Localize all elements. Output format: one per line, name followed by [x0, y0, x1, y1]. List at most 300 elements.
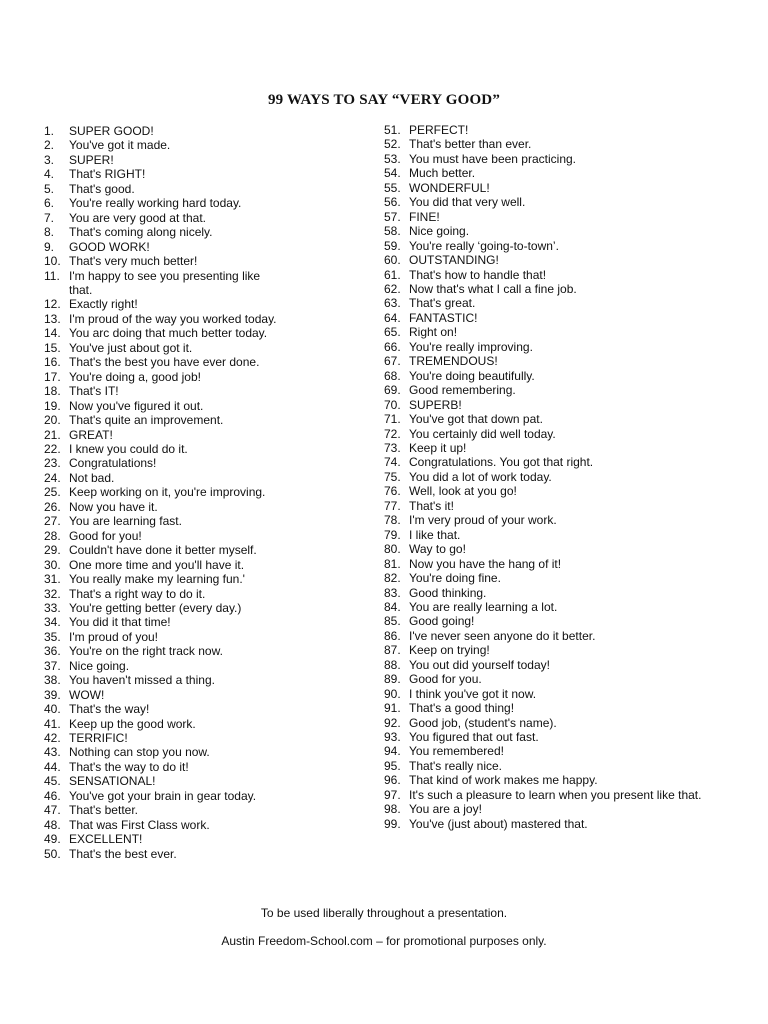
- item-text: You're doing beautifully.: [409, 368, 535, 383]
- item-text: That's the best you have ever done.: [69, 355, 260, 370]
- list-item: [44, 587, 364, 601]
- item-number: 6.: [44, 196, 55, 211]
- list-item: [44, 500, 364, 514]
- list-item: [384, 817, 744, 831]
- list-item: [384, 210, 744, 224]
- list-item: [44, 297, 364, 311]
- item-number: 10.: [44, 254, 61, 269]
- item-number: 27.: [44, 514, 61, 529]
- item-text: That was First Class work.: [69, 817, 210, 832]
- item-text: One more time and you'll have it.: [69, 557, 245, 572]
- item-text: SUPER!: [69, 152, 114, 167]
- page-title: 99 WAYS TO SAY “VERY GOOD”: [267, 92, 501, 108]
- item-number: 89.: [384, 672, 401, 687]
- item-text: TREMENDOUS!: [409, 354, 498, 369]
- item-number: 48.: [44, 817, 61, 832]
- item-number: 31.: [44, 572, 61, 587]
- item-number: 30.: [44, 557, 61, 572]
- item-text: I'm proud of you!: [69, 629, 159, 644]
- list-item: [384, 369, 744, 383]
- item-number: 50.: [44, 846, 61, 861]
- list-item: [44, 760, 364, 774]
- item-text: Way to go!: [409, 542, 466, 557]
- item-text: You must have been practicing.: [409, 151, 576, 166]
- item-text: You out did yourself today!: [409, 657, 550, 672]
- item-text: GOOD WORK!: [69, 239, 150, 254]
- item-text: That's RIGHT!: [69, 167, 146, 182]
- list-item: [384, 224, 744, 238]
- item-number: 5.: [44, 181, 55, 196]
- item-text: Keep it up!: [409, 440, 467, 455]
- item-text: That's very much better!: [69, 254, 198, 269]
- item-text: You certainly did well today.: [409, 426, 556, 441]
- list-item: [44, 774, 364, 788]
- item-number: 58.: [384, 224, 401, 239]
- item-number: 86.: [384, 628, 401, 643]
- item-number: 84.: [384, 599, 401, 614]
- item-text: You've got that down pat.: [409, 412, 543, 427]
- list-item: [384, 687, 744, 701]
- item-number: 35.: [44, 629, 61, 644]
- item-number: 93.: [384, 730, 401, 745]
- item-text: That's better.: [69, 803, 138, 818]
- item-number: 14.: [44, 326, 61, 341]
- item-number: 71.: [384, 412, 401, 427]
- item-text: That's IT!: [69, 384, 119, 399]
- list-item: [44, 326, 364, 340]
- item-number: 18.: [44, 384, 61, 399]
- list-item: [384, 181, 744, 195]
- item-text: That's the way!: [69, 702, 150, 717]
- list-item: [384, 340, 744, 354]
- item-text: FANTASTIC!: [409, 310, 478, 325]
- list-item: [44, 514, 364, 528]
- item-text: TERRIFIC!: [69, 731, 128, 746]
- item-number: 42.: [44, 731, 61, 746]
- item-number: 26.: [44, 499, 61, 514]
- item-text: That's a good thing!: [409, 701, 515, 716]
- item-number: 1.: [44, 124, 55, 138]
- item-text: I'm proud of the way you worked today.: [69, 311, 277, 326]
- item-number: 77.: [384, 498, 401, 513]
- item-text: Good thinking.: [409, 585, 487, 600]
- list-item: [44, 370, 364, 384]
- item-text: Keep up the good work.: [69, 716, 196, 731]
- item-text: Good job, (student's name).: [409, 715, 557, 730]
- list-item: [44, 384, 364, 398]
- item-number: 60.: [384, 253, 401, 268]
- item-number: 79.: [384, 527, 401, 542]
- list-item: [44, 167, 364, 181]
- list-item: [384, 484, 744, 498]
- item-number: 92.: [384, 715, 401, 730]
- list-item: [44, 442, 364, 456]
- item-text: You figured that out fast.: [409, 730, 539, 745]
- item-number: 7.: [44, 210, 55, 225]
- left-column-list: [44, 124, 364, 861]
- item-number: 56.: [384, 195, 401, 210]
- item-number: 12.: [44, 297, 61, 312]
- list-item: [44, 124, 364, 138]
- item-text: Much better.: [409, 166, 476, 181]
- list-item: [384, 311, 744, 325]
- list-item: [384, 441, 744, 455]
- item-text: Good remembering.: [409, 383, 516, 398]
- list-item: [44, 196, 364, 210]
- item-number: 33.: [44, 600, 61, 615]
- item-number: 91.: [384, 701, 401, 716]
- item-text: You are learning fast.: [69, 514, 182, 529]
- list-item: [44, 673, 364, 687]
- item-number: 8.: [44, 225, 55, 240]
- right-column-list: [384, 123, 744, 831]
- item-number: 44.: [44, 759, 61, 774]
- item-text: WONDERFUL!: [409, 180, 490, 195]
- list-item: [384, 744, 744, 758]
- item-number: 38.: [44, 673, 61, 688]
- item-number: 53.: [384, 151, 401, 166]
- item-text: SENSATIONAL!: [69, 774, 156, 789]
- item-text: You really make my learning fun.': [69, 572, 245, 587]
- list-item: [44, 688, 364, 702]
- list-item: [44, 355, 364, 369]
- item-text: Exactly right!: [69, 297, 138, 312]
- item-text: That's better than ever.: [409, 137, 532, 152]
- list-item: [44, 399, 364, 413]
- item-number: 74.: [384, 455, 401, 470]
- list-item: [384, 427, 744, 441]
- item-text: You did that very well.: [409, 195, 526, 210]
- item-number: 54.: [384, 166, 401, 181]
- item-text: You've got your brain in gear today.: [69, 788, 257, 803]
- item-text: EXCELLENT!: [69, 832, 143, 847]
- list-item: [384, 166, 744, 180]
- item-text: Keep on trying!: [409, 643, 490, 658]
- item-text: Nice going.: [409, 224, 470, 239]
- list-item: [44, 630, 364, 644]
- list-item: [44, 428, 364, 442]
- footer-note: To be used liberally throughout a presentation.: [260, 906, 508, 920]
- list-item: [44, 456, 364, 470]
- item-number: 70.: [384, 397, 401, 412]
- item-text: You did a lot of work today.: [409, 469, 552, 484]
- item-number: 57.: [384, 209, 401, 224]
- item-number: 16.: [44, 355, 61, 370]
- list-item: [384, 672, 744, 686]
- item-number: 87.: [384, 643, 401, 658]
- list-item: [44, 731, 364, 745]
- list-item: [384, 268, 744, 282]
- item-number: 98.: [384, 802, 401, 817]
- list-item: [44, 717, 364, 731]
- list-item: [384, 239, 744, 253]
- item-text: Nothing can stop you now.: [69, 745, 210, 760]
- item-number: 23.: [44, 456, 61, 471]
- item-text: That's great.: [409, 296, 476, 311]
- item-number: 67.: [384, 354, 401, 369]
- item-text: I'm happy to see you presenting like: [69, 268, 261, 283]
- list-item: [384, 412, 744, 426]
- item-text: Nice going.: [69, 658, 130, 673]
- item-number: 37.: [44, 658, 61, 673]
- item-text: You've got it made.: [69, 138, 171, 153]
- item-number: 90.: [384, 686, 401, 701]
- item-number: 59.: [384, 238, 401, 253]
- item-text: Keep working on it, you're improving.: [69, 485, 266, 500]
- item-number: [44, 283, 69, 297]
- list-item: [44, 269, 364, 283]
- item-text: Congratulations. You got that right.: [409, 455, 594, 470]
- item-number: 20.: [44, 413, 61, 428]
- item-text: WOW!: [69, 687, 105, 702]
- item-text: You are really learning a lot.: [409, 599, 558, 614]
- item-text: PERFECT!: [409, 123, 469, 137]
- list-item: [384, 123, 744, 137]
- item-text: You're on the right track now.: [69, 644, 223, 659]
- list-item: [44, 225, 364, 239]
- item-number: 66.: [384, 339, 401, 354]
- item-number: 46.: [44, 788, 61, 803]
- list-item: [384, 455, 744, 469]
- item-number: 28.: [44, 528, 61, 543]
- item-text: Now that's what I call a fine job.: [409, 281, 577, 296]
- item-text: Couldn't have done it better myself.: [69, 543, 257, 558]
- list-item: [44, 702, 364, 716]
- item-text: That's the best ever.: [69, 846, 177, 861]
- item-number: 49.: [44, 832, 61, 847]
- item-number: 73.: [384, 440, 401, 455]
- item-text: You remembered!: [409, 744, 504, 759]
- list-item: [44, 818, 364, 832]
- list-item: [44, 543, 364, 557]
- item-number: 63.: [384, 296, 401, 311]
- item-text: FINE!: [409, 209, 440, 224]
- item-number: 19.: [44, 398, 61, 413]
- item-number: 96.: [384, 773, 401, 788]
- item-text: That's a right way to do it.: [69, 586, 206, 601]
- item-number: 2.: [44, 138, 55, 153]
- item-text: OUTSTANDING!: [409, 253, 499, 268]
- item-number: 40.: [44, 702, 61, 717]
- list-item: [384, 195, 744, 209]
- item-text: that.: [69, 282, 93, 297]
- list-item: [44, 745, 364, 759]
- item-number: 61.: [384, 267, 401, 282]
- item-number: 13.: [44, 311, 61, 326]
- item-text: I'm very proud of your work.: [409, 513, 557, 528]
- item-number: 80.: [384, 542, 401, 557]
- item-text: You're doing a, good job!: [69, 369, 201, 384]
- item-number: 36.: [44, 644, 61, 659]
- item-text: You're really improving.: [409, 339, 533, 354]
- item-number: 64.: [384, 310, 401, 325]
- list-item: [44, 283, 364, 297]
- item-text: That's how to handle that!: [409, 267, 547, 282]
- list-item: [44, 485, 364, 499]
- item-text: Congratulations!: [69, 456, 157, 471]
- item-number: 55.: [384, 180, 401, 195]
- item-number: 62.: [384, 281, 401, 296]
- item-text: That's coming along nicely.: [69, 225, 213, 240]
- item-text: You're doing fine.: [409, 571, 501, 586]
- item-number: 24.: [44, 470, 61, 485]
- list-item: [384, 759, 744, 773]
- item-number: 51.: [384, 123, 401, 137]
- item-number: 21.: [44, 427, 61, 442]
- item-text: You did it that time!: [69, 615, 171, 630]
- item-number: 94.: [384, 744, 401, 759]
- list-item: [44, 803, 364, 817]
- list-item: [384, 614, 744, 628]
- item-number: 97.: [384, 787, 401, 802]
- item-number: 78.: [384, 513, 401, 528]
- item-text: That's it!: [409, 498, 454, 513]
- list-item: [384, 802, 744, 816]
- item-text: Not bad.: [69, 470, 115, 485]
- item-text: You're really working hard today.: [69, 196, 242, 211]
- list-item: [44, 341, 364, 355]
- item-number: 85.: [384, 614, 401, 629]
- item-text: Good for you!: [69, 528, 142, 543]
- item-number: 39.: [44, 687, 61, 702]
- item-number: 65.: [384, 325, 401, 340]
- item-text: Good going!: [409, 614, 475, 629]
- item-number: 25.: [44, 485, 61, 500]
- item-number: 34.: [44, 615, 61, 630]
- list-item: [384, 773, 744, 787]
- list-item: [384, 571, 744, 585]
- list-item: [384, 600, 744, 614]
- list-item: [384, 325, 744, 339]
- list-item: [44, 789, 364, 803]
- list-item: [384, 658, 744, 672]
- list-item: [384, 716, 744, 730]
- item-number: 15.: [44, 340, 61, 355]
- item-number: 29.: [44, 543, 61, 558]
- list-item: [384, 528, 744, 542]
- list-item: [384, 557, 744, 571]
- item-number: 9.: [44, 239, 55, 254]
- list-item: [44, 644, 364, 658]
- list-item: [384, 643, 744, 657]
- list-item: [44, 240, 364, 254]
- item-text: You've just about got it.: [69, 340, 193, 355]
- item-text: Now you have the hang of it!: [409, 556, 562, 571]
- item-number: 3.: [44, 152, 55, 167]
- item-text: Now you have it.: [69, 499, 158, 514]
- item-text: Now you've figured it out.: [69, 398, 204, 413]
- item-text: SUPER GOOD!: [69, 124, 154, 138]
- item-text: It's such a pleasure to learn when you present like that.: [409, 787, 702, 802]
- item-text: Well, look at you go!: [409, 484, 517, 499]
- list-item: [44, 211, 364, 225]
- item-number: 52.: [384, 137, 401, 152]
- item-text: Right on!: [409, 325, 458, 340]
- item-text: I've never seen anyone do it better.: [409, 628, 596, 643]
- item-text: You are a joy!: [409, 802, 482, 817]
- item-text: You're really ‘going-to-town’.: [409, 238, 559, 253]
- item-number: 68.: [384, 368, 401, 383]
- item-number: 76.: [384, 484, 401, 499]
- item-text: That's really nice.: [409, 758, 502, 773]
- item-text: You haven't missed a thing.: [69, 673, 215, 688]
- item-text: GREAT!: [69, 427, 113, 442]
- list-item: [384, 383, 744, 397]
- item-text: Good for you.: [409, 672, 482, 687]
- item-number: 47.: [44, 803, 61, 818]
- list-item: [384, 470, 744, 484]
- item-text: You're getting better (every day.): [69, 600, 242, 615]
- list-item: [384, 282, 744, 296]
- list-item: [44, 254, 364, 268]
- list-item: [44, 847, 364, 861]
- item-text: You are very good at that.: [69, 210, 206, 225]
- item-number: 11.: [44, 268, 60, 283]
- list-item: [44, 572, 364, 586]
- item-text: That's the way to do it!: [69, 759, 189, 774]
- list-item: [44, 832, 364, 846]
- list-item: [384, 701, 744, 715]
- list-item: [44, 615, 364, 629]
- item-text: I knew you could do it.: [69, 441, 188, 456]
- item-number: 95.: [384, 758, 401, 773]
- list-item: [384, 730, 744, 744]
- item-text: That's quite an improvement.: [69, 413, 224, 428]
- item-text: SUPERB!: [409, 397, 462, 412]
- list-item: [384, 542, 744, 556]
- list-item: [44, 471, 364, 485]
- list-item: [384, 354, 744, 368]
- item-text: I think you've got it now.: [409, 686, 537, 701]
- item-text: You arc doing that much better today.: [69, 326, 268, 341]
- list-item: [384, 137, 744, 151]
- list-item: [384, 152, 744, 166]
- item-number: 17.: [44, 369, 61, 384]
- item-number: 75.: [384, 469, 401, 484]
- item-number: 45.: [44, 774, 61, 789]
- item-text: You've (just about) mastered that.: [409, 816, 588, 831]
- list-item: [384, 629, 744, 643]
- item-text: That's good.: [69, 181, 135, 196]
- list-item: [384, 398, 744, 412]
- list-item: [44, 413, 364, 427]
- item-number: 41.: [44, 716, 61, 731]
- item-text: That kind of work makes me happy.: [409, 773, 598, 788]
- list-item: [44, 529, 364, 543]
- item-number: 22.: [44, 441, 61, 456]
- list-item: [384, 296, 744, 310]
- item-number: 88.: [384, 657, 401, 672]
- item-number: 82.: [384, 571, 401, 586]
- list-item: [384, 253, 744, 267]
- list-item: [44, 558, 364, 572]
- item-number: 99.: [384, 816, 401, 831]
- item-number: 83.: [384, 585, 401, 600]
- list-item: [384, 499, 744, 513]
- item-number: 32.: [44, 586, 61, 601]
- item-number: 72.: [384, 426, 401, 441]
- list-item: [44, 182, 364, 196]
- list-item: [44, 601, 364, 615]
- list-item: [384, 586, 744, 600]
- list-item: [44, 153, 364, 167]
- list-item: [384, 788, 744, 802]
- item-number: 4.: [44, 167, 55, 182]
- list-item: [44, 659, 364, 673]
- item-text: I like that.: [409, 527, 461, 542]
- list-item: [44, 312, 364, 326]
- item-number: 43.: [44, 745, 61, 760]
